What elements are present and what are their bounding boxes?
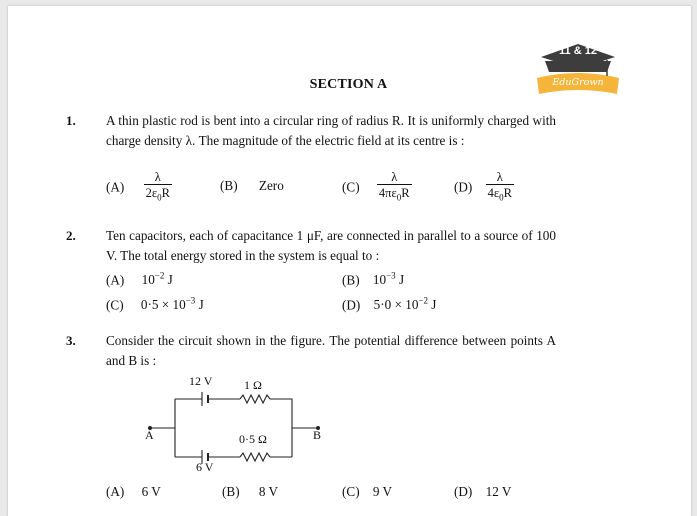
- q1-option-a-fraction: [144, 170, 172, 205]
- question-2-number: 2.: [66, 228, 76, 243]
- q3-option-d-text: 12 V: [485, 484, 512, 499]
- q1-option-a-numerator: λ: [154, 170, 161, 184]
- q1-option-a[interactable]: [106, 170, 172, 205]
- q3-option-b-text: 8 V: [258, 484, 279, 499]
- q1-option-c-fraction: [377, 170, 412, 205]
- q3-option-d-label: (D): [454, 484, 473, 499]
- q3-option-b[interactable]: [222, 484, 278, 500]
- q2-option-c[interactable]: [106, 296, 204, 313]
- q3-option-a[interactable]: [106, 484, 161, 500]
- q1-option-c-denominator: $4\pi\varepsilon_0R$: [378, 186, 410, 203]
- logo-brand-text: EduGrown: [552, 77, 604, 88]
- q3-option-b-label: (B): [222, 484, 240, 499]
- point-b-label: B: [313, 428, 322, 442]
- q1-option-a-denominator: $2\varepsilon_0R$: [145, 186, 170, 203]
- q1-option-c-numerator: λ: [391, 170, 398, 184]
- q1-option-d-label: (D): [454, 179, 473, 195]
- q1-option-a-label: (A): [106, 179, 125, 195]
- q3-option-c-label: (C): [342, 484, 360, 499]
- question-1-text: A thin plastic rod is bent into a circular ring of radius R. It is uniformly charged with charge density λ. The magnitude of the electric field at its centre is :: [106, 113, 556, 148]
- question-1-number: 1.: [66, 113, 76, 128]
- q1-option-d-numerator: λ: [496, 170, 503, 184]
- q3-option-c-text: 9 V: [372, 484, 393, 499]
- q2-option-d-label: (D): [342, 297, 361, 313]
- bottom-battery-label: 6 V: [196, 460, 214, 474]
- q2-option-b-label: (B): [342, 272, 360, 288]
- q3-option-c[interactable]: [342, 484, 392, 500]
- q2-option-b-value: $10^{-3}$ J: [372, 271, 405, 288]
- q1-option-d[interactable]: [454, 170, 514, 205]
- point-a-label: A: [145, 428, 154, 442]
- q1-option-d-fraction: [486, 170, 514, 205]
- q2-option-a[interactable]: [106, 271, 173, 288]
- q2-option-c-value: $0\cdot 5 \times 10^{-3}$ J: [140, 296, 204, 313]
- bottom-resistor-label: 0·5 Ω: [239, 432, 267, 446]
- top-battery-label: 12 V: [189, 374, 213, 388]
- q2-option-c-label: (C): [106, 297, 124, 313]
- q2-option-d[interactable]: [342, 296, 436, 313]
- q2-option-b[interactable]: [342, 271, 404, 288]
- q1-option-c[interactable]: [342, 170, 412, 205]
- q3-option-d[interactable]: [454, 484, 511, 500]
- q1-option-b-label: (B): [220, 178, 238, 193]
- top-resistor-label: 1 Ω: [244, 378, 262, 392]
- q2-option-a-label: (A): [106, 272, 125, 288]
- section-title: SECTION A: [309, 77, 388, 92]
- question-3-text: Consider the circuit shown in the figure. The potential difference between points A and B is :: [106, 333, 556, 368]
- circuit-wires: [140, 370, 340, 480]
- logo-grade-text: 11 & 12: [559, 45, 597, 57]
- question-3-number: 3.: [66, 333, 76, 348]
- q3-option-a-label: (A): [106, 484, 125, 499]
- circuit-diagram: [140, 370, 340, 480]
- q1-option-b[interactable]: [220, 178, 284, 194]
- q2-option-d-value: $5\cdot 0 \times 10^{-2}$ J: [373, 296, 437, 313]
- q1-option-c-label: (C): [342, 179, 360, 195]
- q2-option-a-value: $10^{-2}$ J: [141, 271, 173, 288]
- q1-option-b-text: Zero: [258, 178, 284, 193]
- q3-option-a-text: 6 V: [141, 484, 161, 499]
- q1-option-d-denominator: $4\varepsilon_0R$: [487, 186, 512, 203]
- question-2-text: Ten capacitors, each of capacitance 1 μF, are connected in parallel to a source of 100 V. The total energy stored in the system is equal to :: [106, 228, 556, 263]
